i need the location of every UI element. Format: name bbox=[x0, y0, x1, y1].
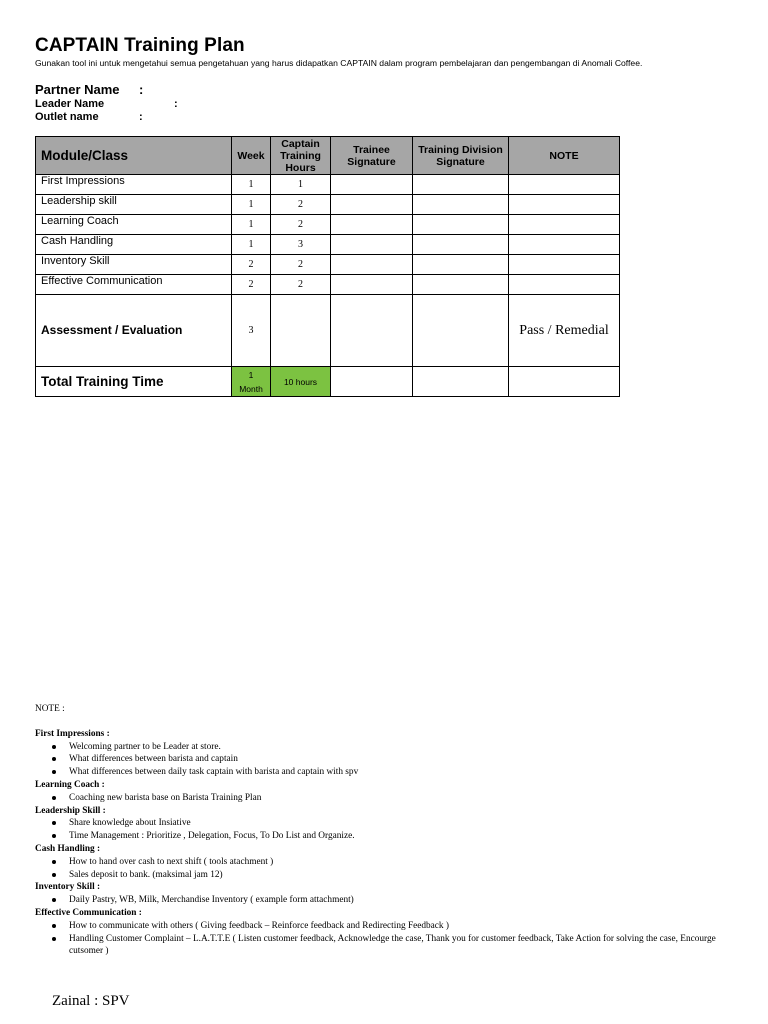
table-row bbox=[36, 215, 620, 235]
table-row bbox=[36, 195, 620, 215]
total-weeks-cell bbox=[232, 367, 271, 397]
hours-cell: 2 bbox=[271, 255, 331, 275]
assessment-trainee-signature-cell bbox=[331, 295, 413, 367]
note-section-title: First Impressions : bbox=[35, 728, 110, 739]
total-weeks-unit: Month bbox=[239, 383, 263, 394]
trainee-signature-cell bbox=[331, 255, 413, 275]
list-item: How to communicate with others ( Giving feedback – Reinforce feedback and Redirecting Feedback ) bbox=[35, 920, 735, 933]
note-list bbox=[35, 792, 735, 805]
note-list bbox=[35, 894, 735, 907]
module-cell: Cash Handling bbox=[36, 235, 232, 255]
notes-label: NOTE : bbox=[35, 704, 65, 714]
week-cell: 1 bbox=[232, 235, 271, 255]
hours-cell: 1 bbox=[271, 175, 331, 195]
trainee-signature-cell bbox=[331, 235, 413, 255]
page-subtitle: Gunakan tool ini untuk mengetahui semua pengetahuan yang harus didapatkan CAPTAIN dalam program pembelajaran dan pengembangan di Anomali Coffee. bbox=[35, 58, 643, 68]
note-section-title: Cash Handling : bbox=[35, 843, 101, 854]
note-cell bbox=[509, 275, 620, 295]
notes-section bbox=[35, 703, 735, 958]
assessment-label: Assessment / Evaluation bbox=[36, 295, 232, 367]
assessment-division-signature-cell bbox=[413, 295, 509, 367]
assessment-week: 3 bbox=[232, 295, 271, 367]
leader-name-label: Leader Name bbox=[35, 98, 105, 110]
table-row bbox=[36, 175, 620, 195]
division-signature-cell bbox=[413, 255, 509, 275]
total-division-signature-cell bbox=[413, 367, 509, 397]
trainee-signature-cell bbox=[331, 215, 413, 235]
note-list bbox=[35, 741, 735, 779]
assessment-note: Pass / Remedial bbox=[509, 295, 620, 367]
week-cell: 2 bbox=[232, 255, 271, 275]
total-label: Total Training Time bbox=[36, 367, 232, 397]
table-row bbox=[36, 235, 620, 255]
hours-cell: 3 bbox=[271, 235, 331, 255]
note-section-title: Inventory Skill : bbox=[35, 882, 101, 893]
week-cell: 1 bbox=[232, 175, 271, 195]
table-row bbox=[36, 275, 620, 295]
hours-cell: 2 bbox=[271, 275, 331, 295]
partner-name-colon: : bbox=[139, 82, 144, 97]
partner-name-field bbox=[35, 82, 144, 97]
module-cell: Learning Coach bbox=[36, 215, 232, 235]
signoff: Zainal : SPV bbox=[52, 993, 130, 1009]
page-title: CAPTAIN Training Plan bbox=[35, 35, 245, 56]
outlet-name-field bbox=[35, 111, 143, 123]
note-list bbox=[35, 856, 735, 882]
note-section-title: Effective Communication : bbox=[35, 907, 142, 918]
leader-name-field bbox=[35, 98, 178, 110]
note-cell bbox=[509, 215, 620, 235]
list-item: Sales deposit to bank. (maksimal jam 12) bbox=[35, 869, 735, 882]
division-signature-cell bbox=[413, 275, 509, 295]
module-cell: First Impressions bbox=[36, 175, 232, 195]
hours-cell: 2 bbox=[271, 215, 331, 235]
list-item: Coaching new barista base on Barista Training Plan bbox=[35, 792, 735, 805]
hours-cell: 2 bbox=[271, 195, 331, 215]
note-list bbox=[35, 920, 735, 958]
list-item: Handling Customer Complaint – L.A.T.T.E ( Listen customer feedback, Acknowledge the case, Thank you for customer feedback, Take Action for solving the case, Encourge cutsomer ) bbox=[35, 933, 735, 959]
partner-name-label: Partner Name bbox=[35, 82, 120, 97]
trainee-signature-cell bbox=[331, 275, 413, 295]
assessment-hours-cell bbox=[271, 295, 331, 367]
trainee-signature-cell bbox=[331, 175, 413, 195]
division-signature-cell bbox=[413, 215, 509, 235]
list-item: Share knowledge about Insiative bbox=[35, 817, 735, 830]
note-section-title: Leadership Skill : bbox=[35, 805, 106, 816]
table-header-row bbox=[36, 137, 620, 175]
total-weeks-number: 1 bbox=[248, 369, 254, 380]
division-signature-cell bbox=[413, 235, 509, 255]
list-item: Time Management : Prioritize , Delegation, Focus, To Do List and Organize. bbox=[35, 830, 735, 843]
week-cell: 1 bbox=[232, 215, 271, 235]
module-cell: Leadership skill bbox=[36, 195, 232, 215]
note-list bbox=[35, 817, 735, 843]
note-section-title: Learning Coach : bbox=[35, 779, 105, 790]
total-trainee-signature-cell bbox=[331, 367, 413, 397]
list-item: What differences between barista and captain bbox=[35, 753, 735, 766]
outlet-name-colon: : bbox=[139, 111, 143, 123]
division-signature-cell bbox=[413, 175, 509, 195]
header-week: Week bbox=[232, 137, 271, 175]
total-row bbox=[36, 367, 620, 397]
note-cell bbox=[509, 195, 620, 215]
trainee-signature-cell bbox=[331, 195, 413, 215]
module-cell: Effective Communication bbox=[36, 275, 232, 295]
week-cell: 1 bbox=[232, 195, 271, 215]
outlet-name-label: Outlet name bbox=[35, 111, 99, 123]
total-note-cell bbox=[509, 367, 620, 397]
header-division-signature: Training Division Signature bbox=[413, 137, 509, 175]
note-cell bbox=[509, 255, 620, 275]
total-hours-cell: 10 hours bbox=[271, 367, 331, 397]
note-cell bbox=[509, 235, 620, 255]
header-trainee-signature: Trainee Signature bbox=[331, 137, 413, 175]
week-cell: 2 bbox=[232, 275, 271, 295]
header-hours: Captain Training Hours bbox=[271, 137, 331, 175]
list-item: How to hand over cash to next shift ( tools atachment ) bbox=[35, 856, 735, 869]
table-row bbox=[36, 255, 620, 275]
note-cell bbox=[509, 175, 620, 195]
leader-name-colon: : bbox=[174, 98, 178, 110]
header-note: NOTE bbox=[509, 137, 620, 175]
assessment-row bbox=[36, 295, 620, 367]
module-cell: Inventory Skill bbox=[36, 255, 232, 275]
list-item: What differences between daily task captain with barista and captain with spv bbox=[35, 766, 735, 779]
list-item: Daily Pastry, WB, Milk, Merchandise Inventory ( example form attachment) bbox=[35, 894, 735, 907]
header-module: Module/Class bbox=[36, 137, 232, 175]
training-plan-table bbox=[35, 136, 620, 397]
division-signature-cell bbox=[413, 195, 509, 215]
list-item: Welcoming partner to be Leader at store. bbox=[35, 741, 735, 754]
